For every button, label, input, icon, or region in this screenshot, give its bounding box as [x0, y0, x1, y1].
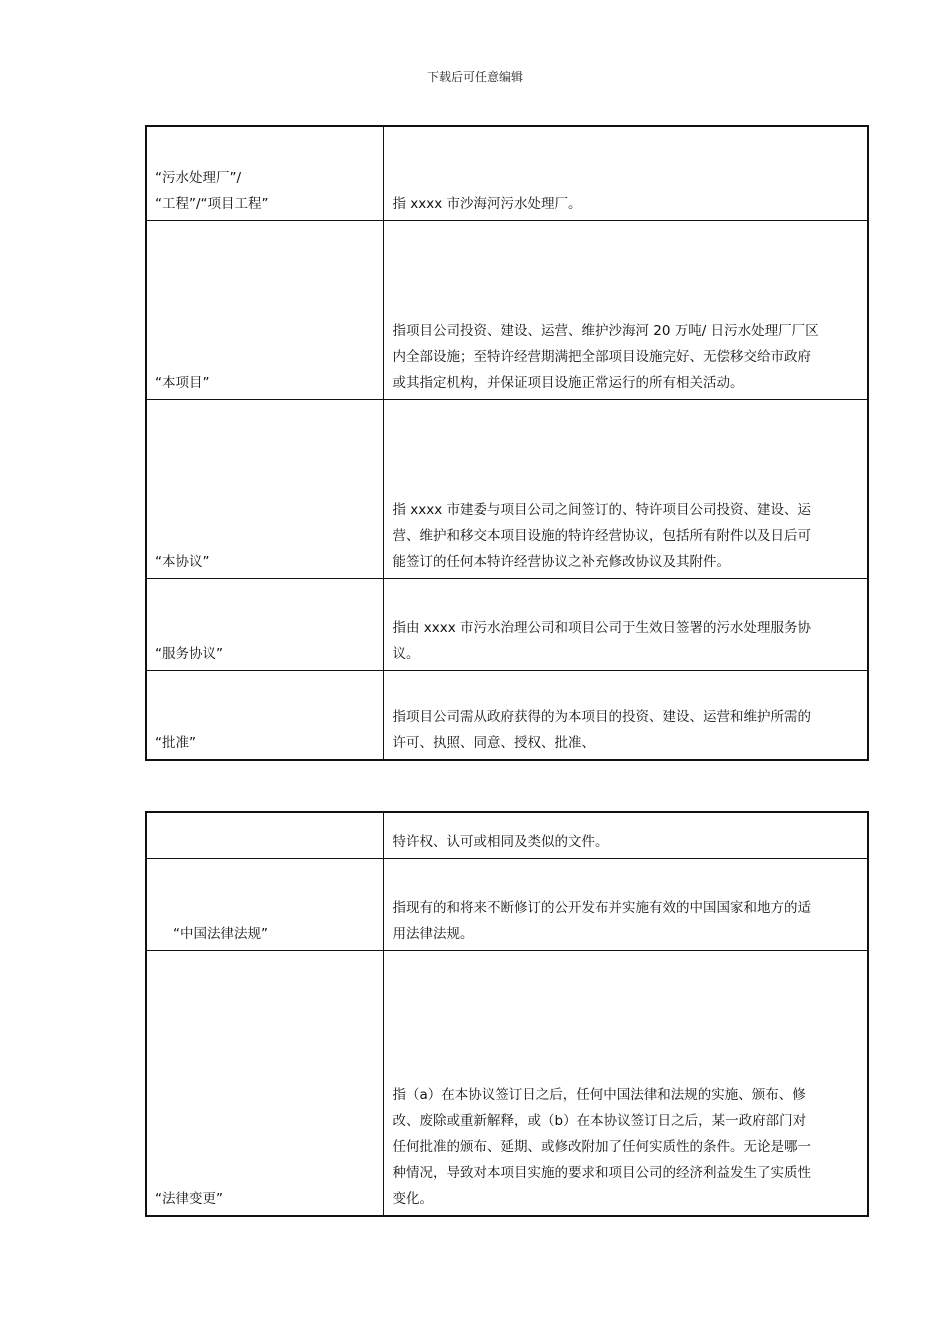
definition-cell [383, 126, 868, 220]
term-text: “污水处理厂”/ [155, 169, 242, 186]
definition-text: 议。 [392, 645, 420, 662]
table-row [146, 812, 868, 858]
term-text: “工程”/“项目工程” [155, 195, 269, 212]
definition-text: 许可、执照、同意、授权、批准、 [392, 735, 595, 751]
definition-cell [383, 220, 868, 399]
definition-text: 改、废除或重新解释，或（b）在本协议签订日之后，某一政府部门对 [392, 1113, 807, 1129]
definition-text: 指 xxxx 市沙海河污水处理厂。 [392, 195, 582, 212]
definition-cell [383, 578, 868, 670]
term-cell [146, 858, 383, 950]
term-cell [146, 220, 383, 399]
definition-cell [383, 670, 868, 760]
term-text: “批准” [155, 735, 196, 751]
definition-text: 营、维护和移交本项目设施的特许经营协议，包括所有附件以及日后可 [392, 527, 811, 544]
term-cell [146, 950, 383, 1216]
term-text: “本协议” [155, 553, 210, 570]
definition-cell [383, 858, 868, 950]
definitions-table-1 [145, 125, 869, 761]
definition-text: 特许权、认可或相同及类似的文件。 [392, 833, 609, 850]
definition-cell [383, 812, 868, 858]
table-row [146, 578, 868, 670]
definition-text: 或其指定机构，并保证项目设施正常运行的所有相关活动。 [392, 374, 744, 391]
definition-text: 变化。 [392, 1191, 433, 1207]
definition-text: 用法律法规。 [392, 925, 474, 942]
definition-text: 能签订的任何本特许经营协议之补充修改协议及其附件。 [392, 553, 730, 570]
table-row [146, 858, 868, 950]
term-cell [146, 126, 383, 220]
table-row [146, 126, 868, 220]
term-cell [146, 399, 383, 578]
term-cell [146, 812, 383, 858]
term-text: “中国法律法规” [173, 925, 268, 942]
table-row [146, 670, 868, 760]
table-row [146, 399, 868, 578]
term-cell [146, 578, 383, 670]
definition-text: 指项目公司需从政府获得的为本项目的投资、建设、运营和维护所需的 [392, 709, 811, 725]
definition-cell [383, 399, 868, 578]
definition-cell [383, 950, 868, 1216]
definition-text: 任何批准的颁布、延期、或修改附加了任何实质性的条件。无论是哪一 [392, 1139, 811, 1155]
term-text: “服务协议” [155, 645, 223, 662]
definition-text: 指 xxxx 市建委与项目公司之间签订的、特许项目公司投资、建设、运 [392, 501, 812, 518]
definition-text: 内全部设施；至特许经营期满把全部项目设施完好、无偿移交给市政府 [392, 348, 811, 365]
page-header: 下载后可任意编辑 [426, 70, 523, 84]
term-text: “本项目” [155, 374, 210, 391]
term-text: “法律变更” [155, 1191, 223, 1207]
definition-text: 指（a）在本协议签订日之后，任何中国法律和法规的实施、颁布、修 [392, 1087, 806, 1103]
term-cell [146, 670, 383, 760]
definition-text: 指现有的和将来不断修订的公开发布并实施有效的中国国家和地方的适 [392, 899, 811, 916]
definition-text: 指由 xxxx 市污水治理公司和项目公司于生效日签署的污水处理服务协 [392, 619, 812, 636]
definition-text: 指项目公司投资、建设、运营、维护沙海河 20 万吨/ 日污水处理厂厂区 [392, 322, 819, 339]
table-row [146, 220, 868, 399]
table-row [146, 950, 868, 1216]
definition-text: 种情况，导致对本项目实施的要求和项目公司的经济利益发生了实质性 [392, 1165, 811, 1181]
definitions-table-2 [145, 811, 869, 1217]
